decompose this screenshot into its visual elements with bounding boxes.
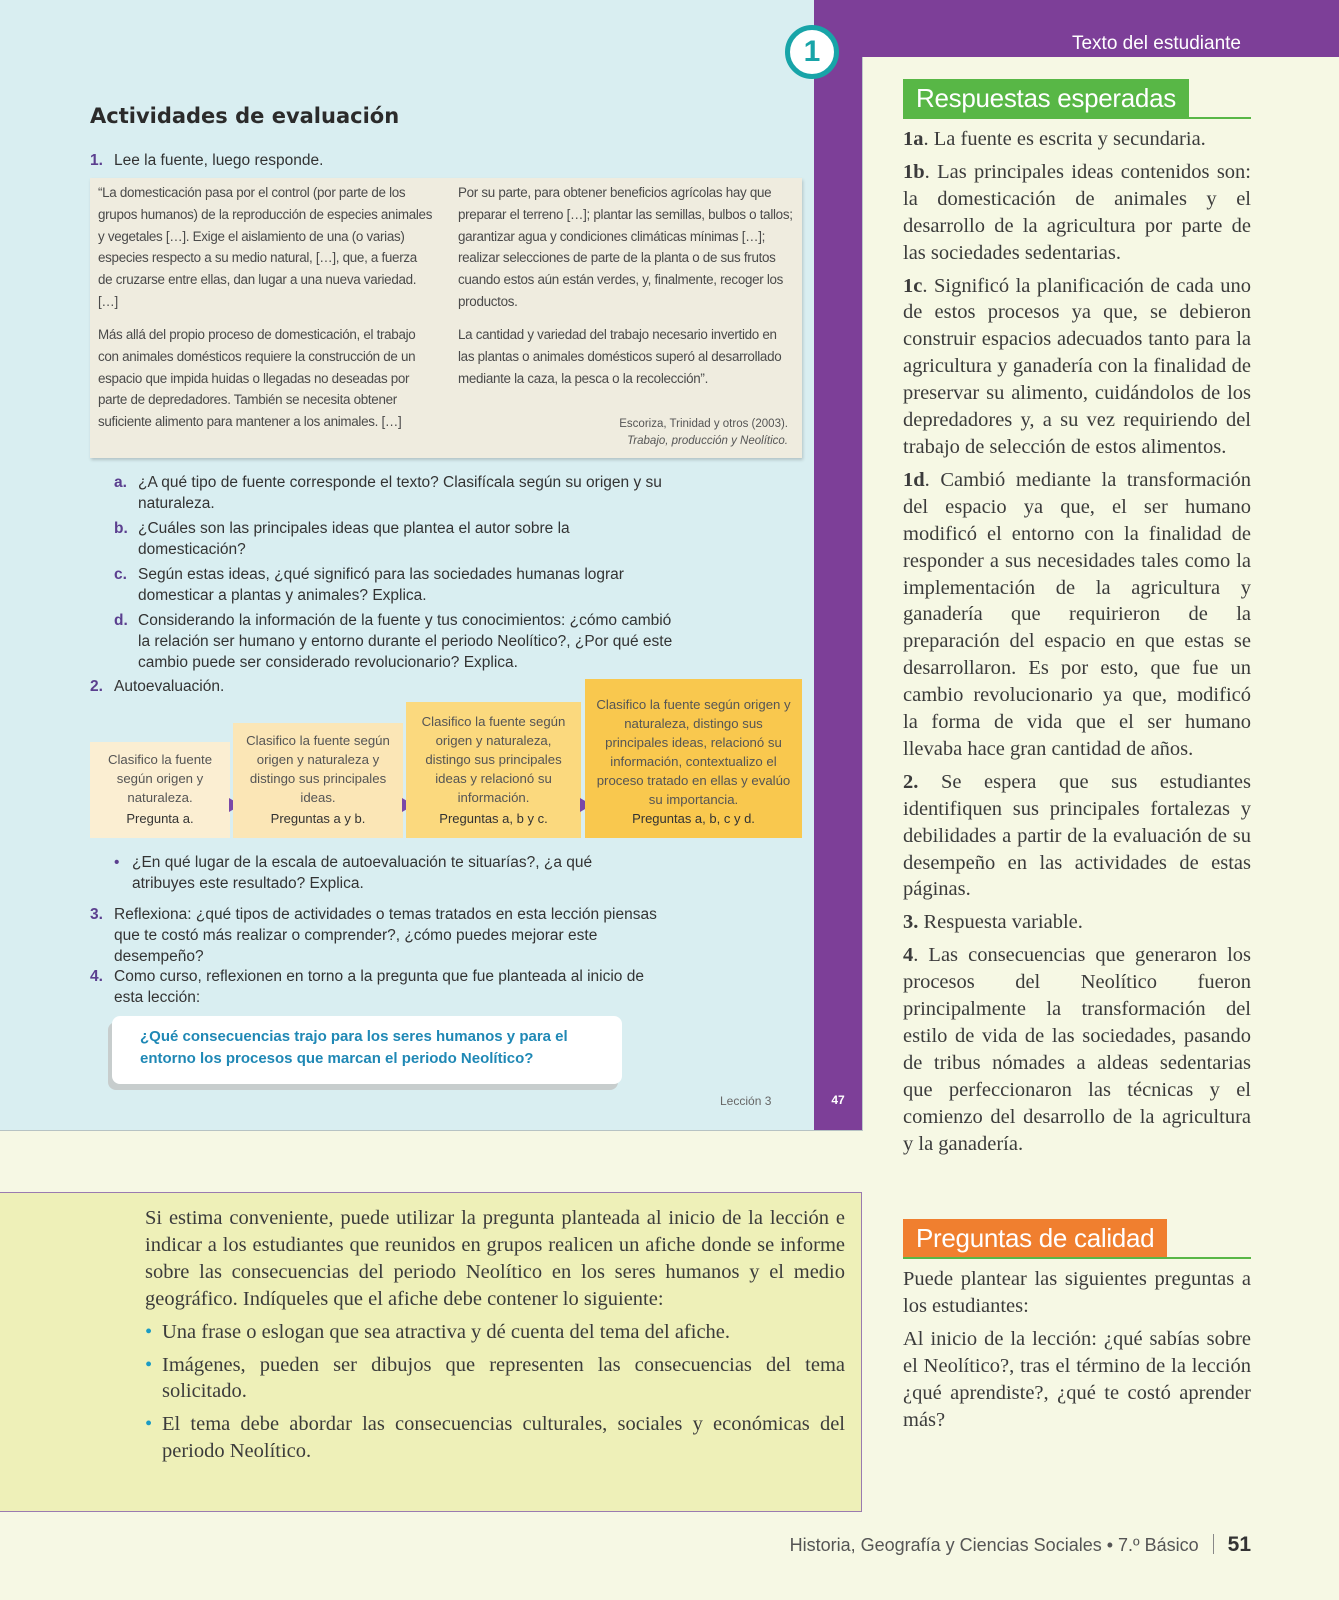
self-eval-step-2 <box>233 723 403 838</box>
subquestion-c <box>114 564 658 606</box>
answer-4 <box>903 942 1251 1157</box>
source-citation <box>619 416 788 449</box>
unit-badge: 1 <box>785 25 839 79</box>
citation-author: Escoriza, Trinidad y otros (2003). <box>619 418 788 430</box>
subquestion-b-text: ¿Cuáles son las principales ideas que plantea el autor sobre la domesticación? <box>138 520 570 558</box>
suggestion-bullet-3: • El tema debe abordar las consecuencias culturales, sociales y económicas del periodo Neolítico. <box>145 1411 845 1465</box>
quality-paragraph-2: Al inicio de la lección: ¿qué sabías sobre el Neolítico?, tras el término de la lección ¿qué aprendiste?, ¿qué te costó aprender más? <box>903 1327 1251 1431</box>
answer-3 <box>903 909 1251 936</box>
answer-1a-text: . La fuente es escrita y secundaria. <box>923 128 1206 150</box>
page-side-strip <box>814 0 862 1130</box>
source-right-paragraph-1: Por su parte, para obtener beneficios agrícolas hay que preparar el terreno […]; plantar las semillas, bulbos o tallos; garantizar agua y condiciones climáticas mínimas […]; realizar selecciones de parte de la planta o de sus frutos cuando estos aún están verdes, y, finalmente, recoger los productos. <box>458 185 793 309</box>
student-page-number: 47 <box>831 1093 845 1107</box>
answer-4-label: 4 <box>903 944 914 967</box>
citation-title: Trabajo, producción y Neolítico. <box>627 434 788 447</box>
answer-2-text: Se espera que sus estudiantes identifiquen sus principales fortalezas y debilidades a partir de la evaluación de su desempeño en las actividades de estas páginas. <box>903 770 1251 901</box>
answers-body <box>903 126 1251 1164</box>
quality-paragraph-1: Puede plantear las siguientes preguntas a los estudiantes: <box>903 1268 1251 1317</box>
subquestion-d-text: Considerando la información de la fuente y tus conocimientos: ¿cómo cambió la relación ser humano y entorno durante el periodo Neolítico?, ¿Por qué este cambio puede ser considerado revolucionario? Explica. <box>138 612 673 671</box>
answer-1c-label: 1c <box>903 274 923 297</box>
subquestion-d-letter: d. <box>114 612 128 629</box>
self-eval-step-4 <box>585 679 802 838</box>
subquestion-a <box>114 472 678 514</box>
bullet-dot: • <box>114 854 120 871</box>
answer-1d <box>903 467 1251 763</box>
answer-1c <box>903 273 1251 461</box>
question-4 <box>90 966 674 1008</box>
step-4-questions: Preguntas a, b, c y d. <box>632 811 755 826</box>
step-4-text: Clasifico la fuente según origen y naturaleza, distingo sus principales ideas, relacionó su información, contextualizo el proceso tratado en ellas y evalúo su importancia. <box>596 697 791 807</box>
question-4-text: Como curso, reflexionen en torno a la pregunta que fue planteada al inicio de esta lección: <box>114 968 644 1006</box>
suggestion-intro: Si estima conveniente, puede utilizar la pregunta planteada al inicio de la lección e indicar a los estudiantes que reunidos en grupos realicen un afiche donde se informe sobre las consecuencias del periodo Neolítico en los seres humanos y el medio geográfico. Indíqueles que el afiche debe contener lo siguiente: <box>145 1207 845 1310</box>
self-eval-bullet-text: ¿En qué lugar de la escala de autoevaluación te situarías?, ¿a qué atribuyes este resultado? Explica. <box>132 854 593 892</box>
quality-body <box>903 1266 1251 1439</box>
source-excerpt <box>90 178 802 458</box>
step-1-questions: Pregunta a. <box>126 811 194 826</box>
header-bar <box>862 0 1339 57</box>
answer-1c-text: . Significó la planificación de cada uno de estos procesos ya que, se debieron construir espacios adecuados tanto para la agricultura y ganadería con la finalidad de preservar su alimento, cuidándolos de los depredadores y, a su vez requiriendo del trabajo de selección de estos alimentos. <box>903 274 1251 458</box>
answers-heading: Respuestas esperadas <box>903 79 1189 117</box>
answer-1a <box>903 126 1251 153</box>
answer-1b-text: . Las principales ideas contenidos son: la domesticación de animales y el desarrollo de la agricultura por parte de las sociedades sedentarias. <box>903 160 1251 264</box>
answer-1d-text: . Cambió mediante la transformación del espacio ya que, el ser humano modificó el entorno con la finalidad de responder a sus necesidades tales como la implementación de la agricultura y ganadería que requirieron de la preparación del espacio en que estas se desarrollaron. Es por esto, que fue un cambio revolucionario ya que, modificó la forma de vida que el ser humano llevaba hace gran cantidad de años. <box>903 468 1251 760</box>
self-eval-step-3 <box>406 702 581 838</box>
question-2-number: 2. <box>90 678 103 695</box>
question-1-text: Lee la fuente, luego responde. <box>114 152 324 169</box>
step-3-text: Clasifico la fuente según origen y naturaleza, distingo sus principales ideas y relacionó su información. <box>421 714 566 805</box>
quality-heading: Preguntas de calidad <box>903 1219 1167 1257</box>
answer-1b <box>903 159 1251 267</box>
subquestion-a-letter: a. <box>114 474 127 491</box>
subquestion-b-letter: b. <box>114 520 128 537</box>
source-left-paragraph-1: “La domesticación pasa por el control (por parte de los grupos humanos) de la reproducción de especies animales y vegetales […]. Exige el aislamiento de una (o varias) especies respecto a su medio natural, […], que, a fuerza de cruzarse entre ellas, dan lugar a una nueva variedad. […] <box>98 185 433 309</box>
question-4-number: 4. <box>90 968 103 985</box>
evaluation-title: Actividades de evaluación <box>90 104 400 128</box>
subquestion-a-text: ¿A qué tipo de fuente corresponde el texto? Clasifícala según su origen y su naturaleza. <box>138 474 662 512</box>
question-1-number: 1. <box>90 152 103 169</box>
question-2-text: Autoevaluación. <box>114 678 225 695</box>
answer-3-text: Respuesta variable. <box>918 911 1083 934</box>
subquestion-b <box>114 518 638 560</box>
suggestion-text <box>145 1205 845 1471</box>
self-eval-step-1 <box>90 742 230 838</box>
subquestion-d <box>114 610 673 673</box>
question-3-text: Reflexiona: ¿qué tipos de actividades o temas tratados en esta lección piensas que te costó más realizar o comprender?, ¿cómo puedes mejorar este desempeño? <box>114 906 657 965</box>
suggestion-bullet-1: • Una frase o eslogan que sea atractiva y dé cuenta del tema del afiche. <box>145 1319 845 1346</box>
answer-2 <box>903 769 1251 904</box>
answer-1d-label: 1d <box>903 468 925 491</box>
answer-3-label: 3. <box>903 911 919 934</box>
source-left-paragraph-2: Más allá del propio proceso de domesticación, el trabajo con animales domésticos requiere la construcción de un espacio que impida huidas o llegadas no deseadas por parte de depredadores. También se necesita obtener suficiente alimento para mantener a los animales. […] <box>98 327 416 430</box>
answer-1b-label: 1b <box>903 160 925 183</box>
header-label: Texto del estudiante <box>1071 33 1241 54</box>
answers-section-header <box>903 79 1251 119</box>
quality-section-header <box>903 1219 1251 1259</box>
step-3-questions: Preguntas a, b y c. <box>439 811 548 826</box>
lesson-question-box <box>112 1016 622 1084</box>
question-3 <box>90 904 674 967</box>
footer-page-number: 51 <box>1227 1533 1251 1556</box>
step-1-text: Clasifico la fuente según origen y naturaleza. <box>107 752 213 805</box>
subquestion-c-text: Según estas ideas, ¿qué significó para las sociedades humanas lograr domesticar a plantas y animales? Explica. <box>138 566 624 604</box>
step-2-text: Clasifico la fuente según origen y naturaleza y distingo sus principales ideas. <box>246 733 390 805</box>
answer-1a-label: 1a <box>903 128 924 150</box>
lesson-label: Lección 3 <box>720 1094 772 1108</box>
footer-subject: Historia, Geografía y Ciencias Sociales • 7.º Básico <box>789 1535 1199 1555</box>
page-footer <box>790 1533 1251 1557</box>
question-3-number: 3. <box>90 906 103 923</box>
footer-divider <box>1213 1534 1214 1554</box>
self-eval-bullet <box>114 852 652 894</box>
question-2 <box>90 676 224 697</box>
lesson-question-text: ¿Qué consecuencias trajo para los seres humanos y para el entorno los procesos que marcan el periodo Neolítico? <box>140 1028 568 1067</box>
suggestion-bullet-2: • Imágenes, pueden ser dibujos que representen las consecuencias del tema solicitado. <box>145 1352 845 1406</box>
question-1 <box>90 150 323 171</box>
subquestion-c-letter: c. <box>114 566 127 583</box>
source-right-paragraph-2: La cantidad y variedad del trabajo necesario invertido en las plantas o animales domésticos superó al desarrollado mediante la caza, la pesca o la recolección”. <box>458 327 782 386</box>
answer-4-text: . Las consecuencias que generaron los procesos del Neolítico fueron principalmente la transformación del estilo de vida de las sociedades, pasando de tribus nómades a aldeas sedentarias que perfeccionaron las técnicas y el comienzo del desarrollo de la agricultura y la ganadería. <box>903 944 1251 1155</box>
answer-2-label: 2. <box>903 770 919 793</box>
step-2-questions: Preguntas a y b. <box>270 811 366 826</box>
